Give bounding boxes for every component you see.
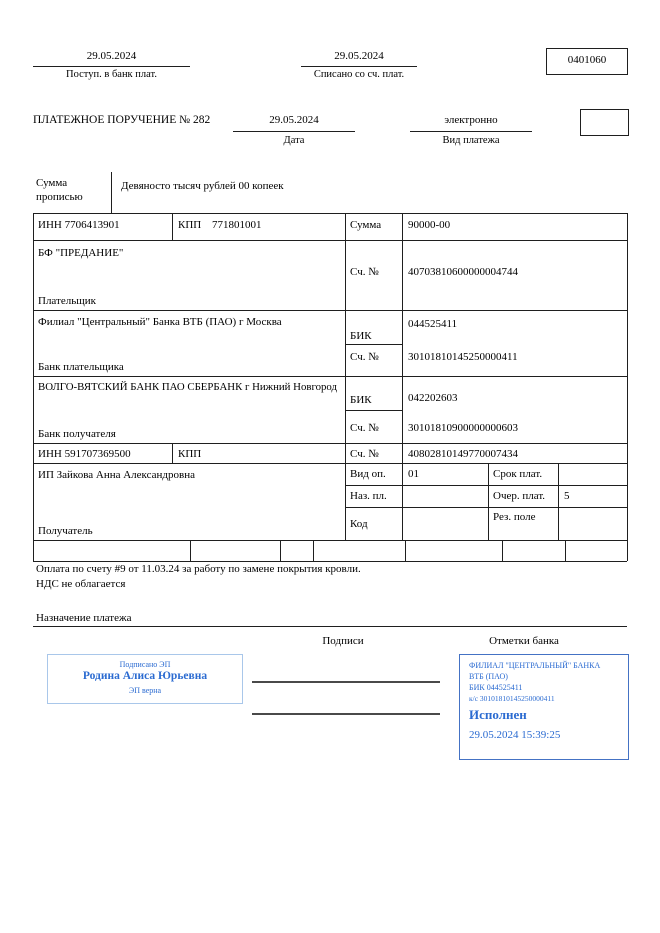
table-line — [33, 213, 627, 214]
sum-label: Сумма — [350, 219, 382, 231]
tax-row-divider — [313, 540, 314, 561]
payment-kind-underline — [410, 131, 532, 132]
tax-row-divider — [565, 540, 566, 561]
payment-type-box — [580, 109, 629, 136]
payer-bank-bik-label: БИК — [350, 330, 372, 342]
tax-row-divider — [502, 540, 503, 561]
payment-kind: электронно — [444, 114, 498, 126]
sum-value: 90000-00 — [408, 219, 451, 231]
payment-kind-label: Вид платежа — [442, 135, 500, 146]
debited-date-underline — [301, 66, 417, 67]
purpose-section-label: Назначение платежа — [36, 612, 132, 624]
debited-label: Списано со сч. плат. — [313, 69, 405, 80]
purpose-line-2: НДС не облагается — [36, 578, 126, 590]
purpose-code-label: Наз. пл. — [350, 490, 387, 502]
tax-row-divider — [280, 540, 281, 561]
bank-marks-label: Отметки банка — [489, 635, 559, 647]
table-line — [345, 507, 627, 508]
sig-stamp-line1: Подписано ЭП — [119, 660, 171, 669]
payer-account: 40703810600000004744 — [408, 266, 518, 278]
bank-stamp-bik: БИК 044525411 — [469, 683, 523, 692]
table-line — [33, 561, 627, 562]
table-line — [172, 213, 173, 240]
received-date-underline — [33, 66, 190, 67]
payer-name: БФ "ПРЕДАНИЕ" — [38, 247, 124, 259]
form-code-box — [546, 48, 628, 75]
tax-row-divider — [190, 540, 191, 561]
signature-stamp — [47, 654, 243, 704]
table-line — [627, 213, 628, 561]
signature-line-1 — [252, 681, 440, 683]
payer-kpp-value: 771801001 — [212, 219, 262, 231]
doc-date-label: Дата — [283, 135, 305, 146]
payee-bank-bik: 042202603 — [408, 392, 458, 404]
payee-bank-bik-label: БИК — [350, 394, 372, 406]
payer-kpp-label: КПП — [178, 219, 202, 231]
table-line — [345, 213, 346, 540]
bank-stamp-corr-account: к/с 30101810145250000411 — [469, 694, 555, 703]
bank-stamp — [459, 654, 629, 760]
op-type-value: 01 — [408, 468, 419, 480]
payer-bank-account-label: Сч. № — [350, 351, 379, 363]
amount-words-value: Девяносто тысяч рублей 00 копеек — [121, 180, 284, 192]
amount-words-label-2: прописью — [36, 191, 83, 203]
table-line — [402, 213, 403, 540]
table-line — [33, 310, 627, 311]
pay-term-label: Срок плат. — [493, 468, 543, 480]
payee-account-label: Сч. № — [350, 448, 379, 460]
op-type-label: Вид оп. — [350, 468, 386, 480]
payer-bank-name: Филиал "Центральный" Банка ВТБ (ПАО) г Москва — [38, 316, 282, 328]
payer-bank-section-label: Банк плательщика — [38, 361, 124, 373]
doc-date-underline — [233, 131, 355, 132]
sig-stamp-line3: ЭП верна — [128, 686, 162, 695]
code-label: Код — [350, 518, 368, 530]
payment-order-title: ПЛАТЕЖНОЕ ПОРУЧЕНИЕ № 282 — [33, 114, 211, 126]
payee-inn: ИНН 591707369500 — [38, 448, 131, 460]
purpose-underline — [33, 626, 627, 627]
payer-section-label: Плательщик — [38, 295, 96, 307]
priority-label: Очер. плат. — [493, 490, 546, 502]
amount-words-divider — [111, 172, 112, 213]
table-line — [33, 540, 627, 541]
payee-bank-section-label: Банк получателя — [38, 428, 116, 440]
payee-bank-account: 30101810900000000603 — [408, 422, 518, 434]
payee-bank-name: ВОЛГО-ВЯТСКИЙ БАНК ПАО СБЕРБАНК г Нижний Новгород — [38, 381, 337, 393]
table-line — [33, 376, 627, 377]
table-line — [345, 344, 402, 345]
signature-line-2 — [252, 713, 440, 715]
table-line — [33, 213, 34, 561]
table-line — [558, 463, 559, 540]
sig-stamp-name: Родина Алиса Юрьевна — [82, 670, 208, 682]
payee-account: 40802810149770007434 — [408, 448, 518, 460]
debited-date: 29.05.2024 — [334, 50, 384, 62]
payee-kpp-label: КПП — [178, 448, 202, 460]
tax-row-divider — [405, 540, 406, 561]
bank-stamp-name-1: ФИЛИАЛ "ЦЕНТРАЛЬНЫЙ" БАНКА — [469, 661, 601, 670]
payer-bank-bik: 044525411 — [408, 318, 458, 330]
table-line — [33, 443, 627, 444]
table-line — [33, 240, 627, 241]
table-line — [488, 463, 489, 540]
form-code: 0401060 — [567, 54, 607, 66]
payee-name: ИП Зайкова Анна Александровна — [38, 469, 195, 481]
table-line — [172, 443, 173, 463]
received-date: 29.05.2024 — [86, 50, 137, 62]
priority-value: 5 — [564, 490, 570, 502]
table-line — [345, 410, 402, 411]
res-field-label: Рез. поле — [493, 511, 536, 523]
amount-words-label-1: Сумма — [36, 177, 68, 189]
bank-stamp-status: Исполнен — [469, 707, 527, 722]
table-line — [33, 463, 627, 464]
payer-bank-account: 30101810145250000411 — [408, 351, 518, 363]
purpose-line-1: Оплата по счету #9 от 11.03.24 за работу по замене покрытия кровли. — [36, 563, 361, 575]
payee-bank-account-label: Сч. № — [350, 422, 379, 434]
bank-stamp-datetime: 29.05.2024 15:39:25 — [469, 729, 561, 741]
table-line — [345, 485, 627, 486]
payer-inn: ИНН 7706413901 — [38, 219, 120, 231]
bank-stamp-name-2: ВТБ (ПАО) — [469, 672, 508, 681]
signatures-label: Подписи — [322, 635, 364, 647]
doc-date: 29.05.2024 — [269, 114, 319, 126]
payee-section-label: Получатель — [38, 525, 93, 537]
received-label: Поступ. в банк плат. — [66, 69, 157, 80]
payer-account-label: Сч. № — [350, 266, 379, 278]
